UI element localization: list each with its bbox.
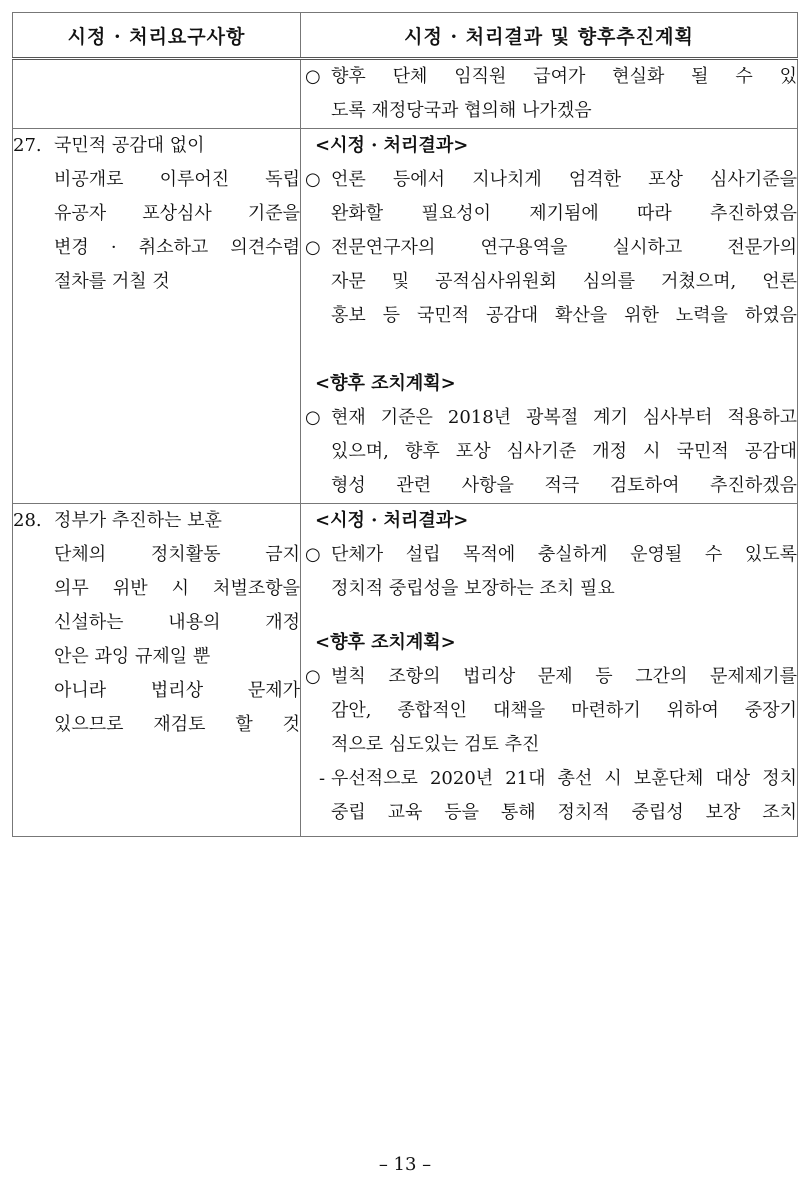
continuation-bullet: ○ 향후 단체 임직원 급여가 현실화 될 수 있 xyxy=(301,60,797,94)
request-line: 변경 · 취소하고 의견수렴 xyxy=(54,237,300,258)
bullet-icon: ○ xyxy=(305,169,321,190)
plan-line: 감안, 종합적인 대책을 마련하기 위하여 중장기 xyxy=(331,700,797,721)
plan-bullet: ○ 현재 기준은 2018년 광복절 계기 심사부터 적용하고 xyxy=(301,401,797,435)
result-bullet: ○ 단체가 설립 목적에 충실하게 운영될 수 있도록 xyxy=(301,538,797,572)
item-number: 27. xyxy=(13,135,42,156)
bullet-icon: ○ xyxy=(305,66,321,87)
bullet-icon: ○ xyxy=(305,407,321,428)
result-heading: <시정 · 처리결과> xyxy=(315,510,469,531)
result-cell-28 xyxy=(301,504,798,837)
request-line: 신설하는 내용의 개정 xyxy=(54,612,300,633)
result-line: 정치적 중립성을 보장하는 조치 필요 xyxy=(331,578,615,599)
plan-heading: <향후 조치계획> xyxy=(315,632,456,653)
report-table xyxy=(12,12,798,837)
plan-line: 적으로 심도있는 검토 추진 xyxy=(331,734,540,755)
plan-line: 있으며, 향후 포상 심사기준 개정 시 국민적 공감대 xyxy=(331,441,797,462)
bullet-icon: ○ xyxy=(305,666,321,687)
request-line: 있으므로 재검토 할 것 xyxy=(54,714,300,735)
request-line: 절차를 거칠 것 xyxy=(54,271,170,292)
plan-dash-line: 중립 교육 등을 통해 정치적 중립성 보장 조치 xyxy=(331,802,797,823)
request-line: 단체의 정치활동 금지 xyxy=(54,544,300,565)
request-line: 28. 정부가 추진하는 보훈 xyxy=(13,504,300,538)
dash-icon: - xyxy=(319,768,326,789)
continuation-cell xyxy=(301,59,798,129)
bullet-icon: ○ xyxy=(305,237,321,258)
plan-line: 형성 관련 사항을 적극 검토하여 추진하겠음 xyxy=(331,475,797,496)
page-number: – 13 – xyxy=(378,1154,432,1175)
plan-dash-item: - 우선적으로 2020년 21대 총선 시 보훈단체 대상 정치 xyxy=(301,762,797,796)
continuation-line: 도록 재정당국과 협의해 나가겠음 xyxy=(331,100,592,121)
request-line: 27. 국민적 공감대 없이 xyxy=(13,129,300,163)
header-results-plan: 시정 · 처리결과 및 향후추진계획 xyxy=(301,13,798,59)
continuation-empty-cell xyxy=(13,59,301,129)
result-line: 홍보 등 국민적 공감대 확산을 위한 노력을 하였음 xyxy=(331,305,797,326)
header-requirements: 시정 · 처리요구사항 xyxy=(13,13,301,59)
result-bullet: ○ 전문연구자의 연구용역을 실시하고 전문가의 xyxy=(301,231,797,265)
bullet-icon: ○ xyxy=(305,544,321,565)
request-line: 안은 과잉 규제일 뿐 xyxy=(54,646,211,667)
item-number: 28. xyxy=(13,510,42,531)
result-line: 자문 및 공적심사위원회 심의를 거쳤으며, 언론 xyxy=(331,271,797,292)
request-cell-28 xyxy=(13,504,301,837)
table-row-27 xyxy=(13,129,798,504)
plan-bullet: ○ 벌칙 조항의 법리상 문제 등 그간의 문제제기를 xyxy=(301,660,797,694)
request-line: 아니라 법리상 문제가 xyxy=(54,680,300,701)
request-line: 비공개로 이루어진 독립 xyxy=(54,169,300,190)
request-line: 의무 위반 시 처벌조항을 xyxy=(54,578,300,599)
plan-heading: <향후 조치계획> xyxy=(315,373,456,394)
result-bullet: ○ 언론 등에서 지나치게 엄격한 포상 심사기준을 xyxy=(301,163,797,197)
request-cell-27 xyxy=(13,129,301,504)
continuation-row xyxy=(13,59,798,129)
table-header-row xyxy=(13,13,798,59)
table-row-28 xyxy=(13,504,798,837)
request-line: 유공자 포상심사 기준을 xyxy=(54,203,300,224)
result-heading: <시정 · 처리결과> xyxy=(315,135,469,156)
result-line: 완화할 필요성이 제기됨에 따라 추진하였음 xyxy=(331,203,797,224)
result-cell-27 xyxy=(301,129,798,504)
